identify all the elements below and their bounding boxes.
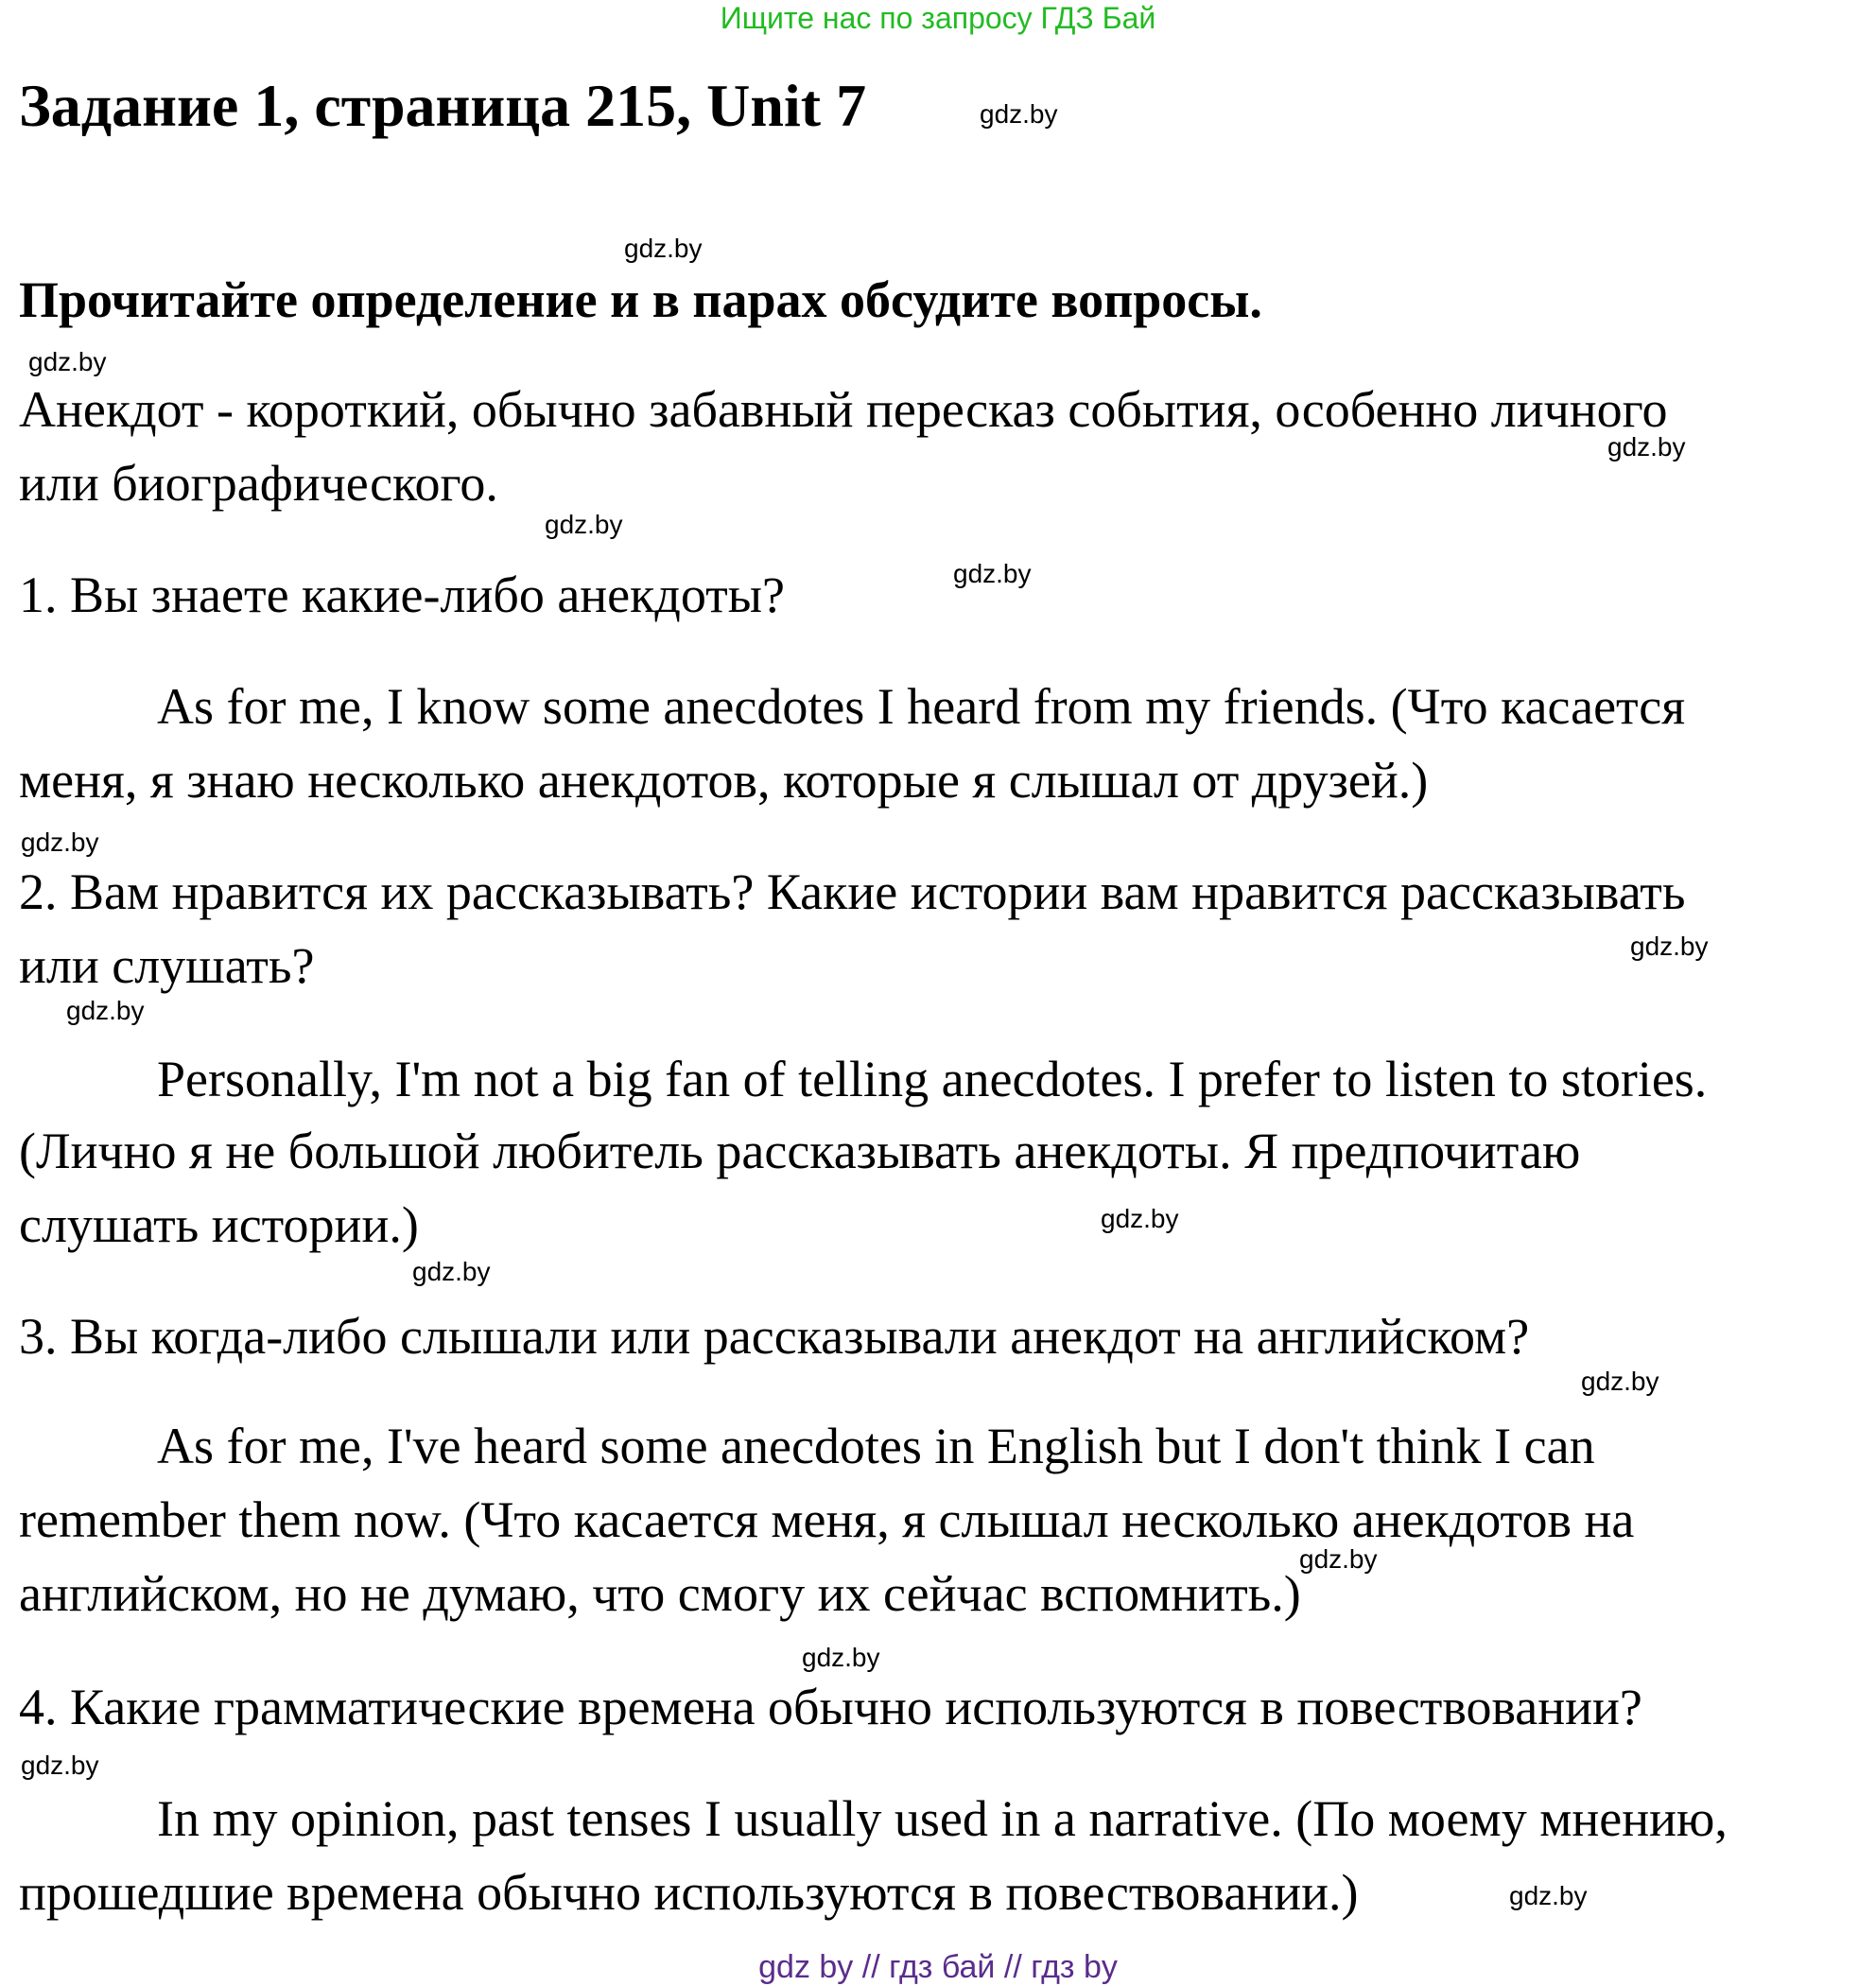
answer-2-line: (Лично я не большой любитель рассказывать анекдоты. Я предпочитаю: [19, 1123, 1581, 1179]
watermark: gdz.by: [802, 1643, 880, 1672]
watermark: gdz.by: [1299, 1544, 1378, 1574]
answer-4-line: In my opinion, past tenses I usually used in a narrative. (По моему мнению,: [157, 1790, 1728, 1847]
answer-3-line: английском, но не думаю, что смогу их сейчас вспомнить.): [19, 1565, 1301, 1622]
search-banner: Ищите нас по запросу ГДЗ Бай: [720, 1, 1156, 35]
watermark: gdz.by: [1101, 1204, 1179, 1233]
question-2-line: 2. Вам нравится их рассказывать? Какие истории вам нравится рассказывать: [19, 863, 1686, 920]
answer-4-line: прошедшие времена обычно используются в повествовании.): [19, 1864, 1359, 1921]
question-3: 3. Вы когда-либо слышали или рассказывали анекдот на английском?: [19, 1308, 1530, 1365]
watermark: gdz.by: [66, 996, 145, 1025]
watermark: gdz.by: [21, 828, 99, 857]
watermark: gdz.by: [953, 559, 1032, 588]
watermark: gdz.by: [1607, 432, 1686, 462]
page-title: Задание 1, страница 215, Unit 7: [19, 72, 867, 139]
watermark: gdz.by: [545, 510, 623, 539]
watermark: gdz.by: [21, 1751, 99, 1780]
task-instruction: Прочитайте определение и в парах обсудите вопросы.: [19, 271, 1262, 328]
watermark: gdz.by: [624, 234, 703, 263]
answer-3-line: remember them now. (Что касается меня, я слышал несколько анекдотов на: [19, 1491, 1635, 1548]
definition-line: Анекдот - короткий, обычно забавный пересказ события, особенно личного: [19, 381, 1668, 438]
answer-1-line: меня, я знаю несколько анекдотов, которые я слышал от друзей.): [19, 752, 1429, 809]
answer-3-line: As for me, I've heard some anecdotes in English but I don't think I can: [157, 1418, 1595, 1474]
answer-2-line: Personally, I'm not a big fan of telling anecdotes. I prefer to listen to stories.: [157, 1051, 1708, 1107]
answer-2-line: слушать истории.): [19, 1196, 419, 1253]
watermark: gdz.by: [1630, 932, 1709, 961]
answer-1-line: As for me, I know some anecdotes I heard from my friends. (Что касается: [157, 678, 1686, 735]
watermark: gdz.by: [1509, 1881, 1588, 1910]
definition-line: или биографического.: [19, 455, 498, 512]
watermark: gdz.by: [412, 1257, 491, 1286]
question-1: 1. Вы знаете какие-либо анекдоты?: [19, 566, 785, 623]
watermark: gdz.by: [1581, 1367, 1659, 1396]
question-2-line: или слушать?: [19, 937, 315, 994]
watermark: gdz.by: [28, 347, 107, 376]
watermark: gdz.by: [980, 99, 1058, 129]
question-4: 4. Какие грамматические времена обычно используются в повествовании?: [19, 1679, 1642, 1735]
footer-links: gdz by // гдз бай // гдз by: [758, 1949, 1118, 1985]
